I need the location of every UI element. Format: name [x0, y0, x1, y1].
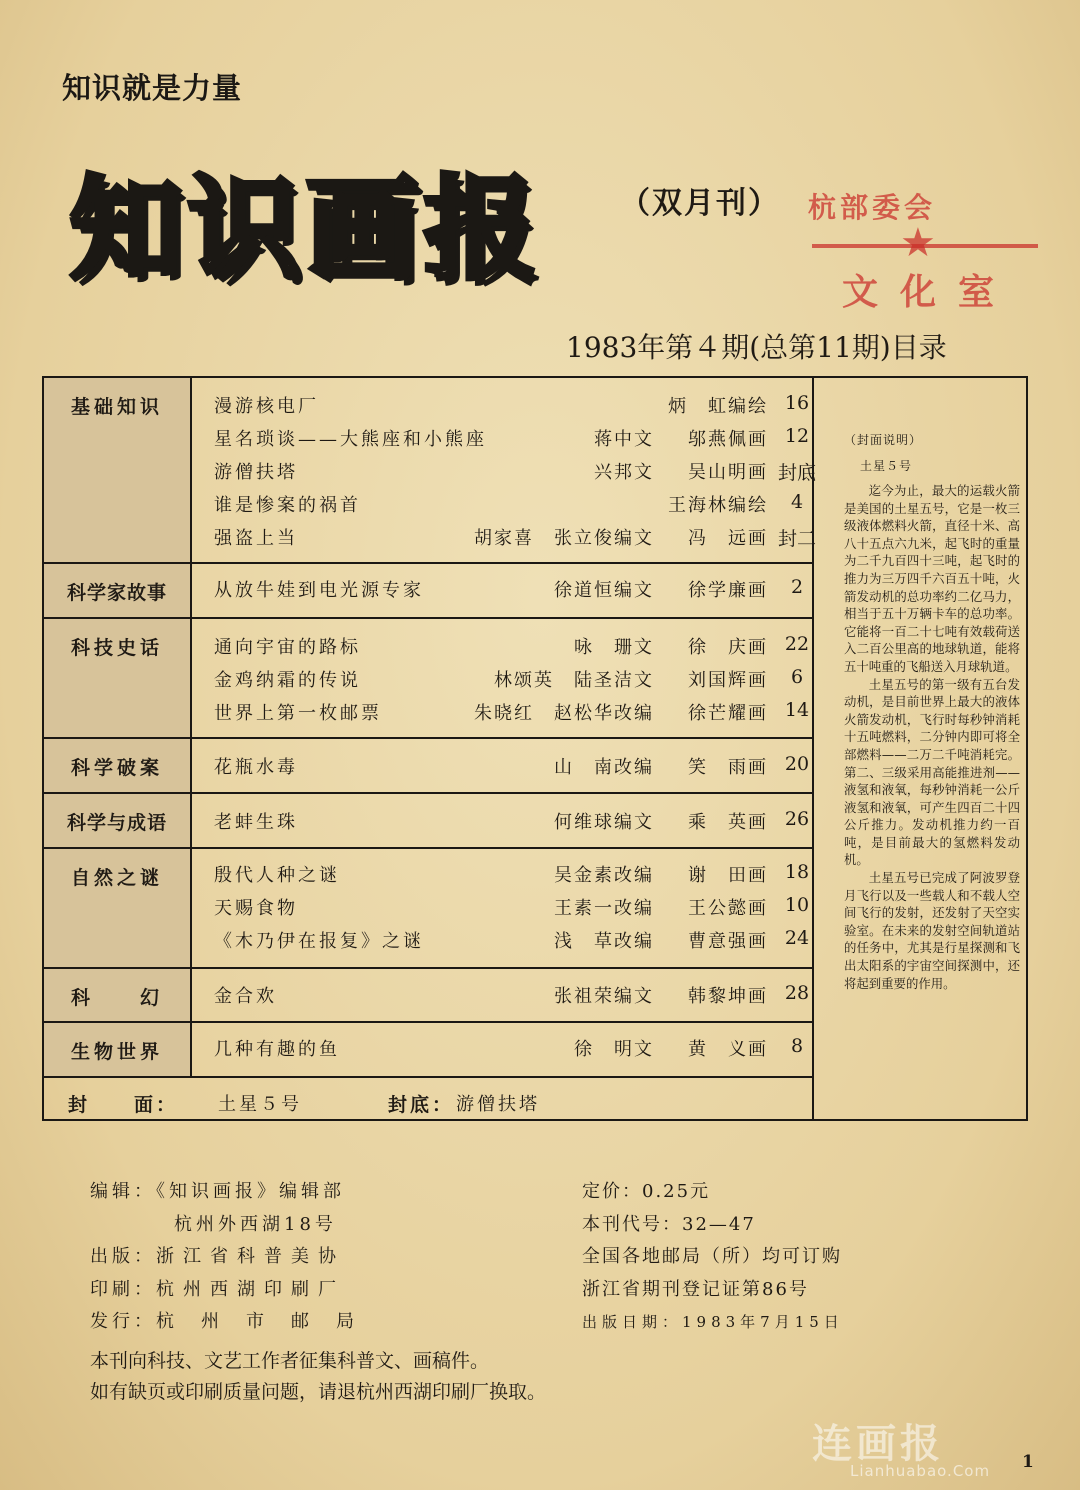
entry-illustrator: 黄 义画 [688, 1039, 768, 1060]
entry-title: 花瓶水毒 [214, 757, 298, 778]
entry-page: 12 [784, 425, 810, 447]
entry-illustrator: 王海林编绘 [668, 495, 768, 516]
editor-value: 《知识画报》编辑部 [156, 1181, 345, 1202]
notice-block [90, 1346, 546, 1408]
toc-section-science-fiction [44, 969, 812, 1023]
toc-entry[interactable] [214, 524, 816, 556]
entry-author: 胡家喜 张立俊编文 [474, 528, 654, 549]
publication-info-left [90, 1176, 381, 1339]
entry-page: 2 [790, 576, 804, 598]
section-label: 科学破案 [44, 739, 192, 792]
entry-author: 兴邦文 [594, 462, 654, 483]
star-icon: ★ [900, 220, 936, 266]
cover-note-paragraph: 土星五号已完成了阿波罗登月飞行以及一些载人和不载人空间飞行的发射，还发射了天空实验室。在未来的发射空间轨道站的任务中，尤其是行星探测和飞出太阳系的宇宙空间探测中，还将起到重要的作用。 [844, 870, 1020, 991]
entry-author: 浅 草改编 [554, 931, 654, 952]
toc-entry[interactable] [214, 392, 810, 424]
notice-line: 如有缺页或印刷质量问题，请退杭州西湖印刷厂换取。 [90, 1381, 547, 1403]
entry-illustrator: 笑 雨画 [688, 757, 768, 778]
toc-entry[interactable] [214, 458, 816, 490]
toc-entry[interactable] [214, 425, 810, 457]
section-label: 科学家故事 [44, 564, 192, 617]
entry-page: 4 [790, 491, 804, 513]
subscription-note: 全国各地邮局（所）均可订购 [582, 1246, 842, 1268]
toc-section-science-idioms [44, 794, 812, 849]
entry-illustrator: 冯 远画 [688, 528, 768, 549]
site-watermark-url: Lianhuabao.Com [850, 1462, 991, 1480]
cover-note-paragraph: 土星五号的第一级有五台发动机，是目前世界上最大的液体火箭发动机，飞行时每秒钟消耗十五吨燃料，二分钟内即可将全部燃料——二万二千吨消耗完。第二、三级采用高能推进剂——液氢和液氧，每秒钟消耗一公斤液氢和液氧，可产生四百二十四公斤推力。发动机推力约一百吨，是目前最大的氢燃料发动机。 [844, 676, 1020, 868]
back-cover-label: 封底： [388, 1094, 455, 1116]
entry-page: 封底 [777, 462, 816, 484]
toc-entry[interactable] [214, 753, 810, 785]
stamp-bottom-text: 文化室 [842, 272, 1017, 313]
entry-title: 强盗上当 [214, 528, 298, 549]
distributor-label: 发行： [90, 1311, 156, 1333]
entry-page: 封二 [777, 528, 816, 550]
toc-entry[interactable] [214, 1035, 804, 1067]
publication-info-right [582, 1176, 844, 1339]
entry-page: 10 [784, 894, 810, 916]
toc-main-column [44, 378, 814, 1119]
cover-note-column [822, 378, 1022, 1119]
journal-code: 本刊代号：32—47 [582, 1213, 756, 1235]
entry-title: 谁是惨案的祸首 [214, 495, 361, 516]
entry-page: 16 [784, 392, 810, 414]
entry-illustrator: 王公懿画 [688, 898, 768, 919]
cover-note-body [844, 482, 1020, 992]
entry-title: 世界上第一枚邮票 [214, 703, 382, 724]
entry-author: 山 南改编 [554, 757, 654, 778]
publication-date: 出版日期：1983年7月15日 [582, 1313, 844, 1332]
entry-illustrator: 吴山明画 [688, 462, 768, 483]
entry-illustrator: 刘国辉画 [688, 670, 768, 691]
magazine-title: 知识画报 [70, 165, 542, 295]
toc-entry[interactable] [214, 927, 810, 959]
entry-illustrator: 乘 英画 [688, 812, 768, 833]
entry-author: 张祖荣编文 [554, 986, 654, 1007]
section-label: 自然之谜 [44, 849, 192, 967]
back-cover-value: 游僧扶塔 [456, 1094, 540, 1115]
entry-title: 老蚌生珠 [214, 812, 298, 833]
issue-line: 1983年第４期(总第11期)目录 [566, 331, 947, 364]
section-label: 科技史话 [44, 619, 192, 737]
cover-note-heading: （封面说明） [844, 433, 923, 447]
entry-page: 26 [784, 808, 810, 830]
entry-illustrator: 徐 庆画 [688, 637, 768, 658]
entry-author: 咏 珊文 [574, 637, 654, 658]
toc-section-tech-history [44, 619, 812, 739]
toc-entry[interactable] [214, 666, 804, 698]
entry-page: 20 [784, 753, 810, 775]
printer-label: 印刷： [90, 1278, 156, 1300]
section-label: 基础知识 [44, 378, 192, 562]
entry-page: 8 [790, 1035, 804, 1057]
site-watermark: 连画报 [812, 1421, 944, 1467]
front-cover-value: 土星５号 [218, 1094, 302, 1115]
price: 定价：0.25元 [582, 1181, 711, 1202]
toc-entry[interactable] [214, 894, 810, 926]
cover-info-row [44, 1078, 812, 1128]
section-label: 科 幻 [44, 969, 192, 1021]
toc-section-nature-mysteries [44, 849, 812, 969]
registration-number: 浙江省期刊登记证第86号 [582, 1278, 809, 1300]
toc-entry[interactable] [214, 861, 810, 893]
entry-author: 王素一改编 [554, 898, 654, 919]
toc-section-biology-world [44, 1023, 812, 1078]
entry-title: 殷代人种之谜 [214, 865, 340, 886]
printer-value: 杭州西湖印刷厂 [156, 1278, 345, 1300]
notice-line: 本刊向科技、文艺工作者征集科普文、画稿件。 [90, 1350, 490, 1372]
front-cover-label: 封 面： [68, 1094, 179, 1116]
entry-author: 徐道恒编文 [554, 580, 654, 601]
entry-page: 18 [784, 861, 810, 883]
publisher-value: 浙江省科普美协 [156, 1246, 345, 1268]
entry-title: 几种有趣的鱼 [214, 1039, 340, 1060]
entry-page: 6 [790, 666, 804, 688]
entry-title: 通向宇宙的路标 [214, 637, 361, 658]
toc-section-science-detective [44, 739, 812, 794]
entry-illustrator: 炳 虹编绘 [668, 396, 768, 417]
section-label: 科学与成语 [44, 794, 192, 847]
entry-page: 28 [784, 982, 810, 1004]
cover-note-paragraph: 迄今为止，最大的运载火箭是美国的土星五号，它是一枚三级液体燃料火箭，直径十米、高八十五点六九米，起飞时的重量为二千九百四十三吨，起飞时的推力为三万四千六百五十吨，火箭发动机的总功率约二亿马力，相当于五十万辆卡车的总功率。它能将一百二十七吨有效载荷送入二百公里高的地球轨道，能将五十吨重的飞船送入月球轨道。 [844, 483, 1020, 674]
slogan: 知识就是力量 [62, 71, 243, 105]
entry-title: 漫游核电厂 [214, 396, 319, 417]
entry-author: 蒋中文 [594, 429, 654, 450]
entry-author: 朱晓红 赵松华改编 [474, 703, 654, 724]
entry-author: 吴金素改编 [554, 865, 654, 886]
cover-note-subtitle: 土星５号 [860, 459, 913, 473]
section-label: 生物世界 [44, 1023, 192, 1076]
entry-author: 林颂英 陆圣洁文 [494, 670, 654, 691]
entry-page: 22 [784, 633, 810, 655]
stamp-top-text: 杭部委会 [808, 191, 937, 224]
toc-entry[interactable] [214, 808, 810, 840]
entry-title: 游僧扶塔 [214, 462, 298, 483]
entry-illustrator: 韩黎坤画 [688, 986, 768, 1007]
distributor-value: 杭州市邮局 [156, 1311, 381, 1333]
library-stamp [808, 186, 1038, 316]
entry-illustrator: 徐学廉画 [688, 580, 768, 601]
toc-entry[interactable] [214, 982, 810, 1014]
toc-entry[interactable] [214, 491, 804, 523]
entry-illustrator: 邬燕佩画 [688, 429, 768, 450]
entry-title: 天赐食物 [214, 898, 298, 919]
toc-entry[interactable] [214, 633, 810, 665]
entry-title: 金鸡纳霜的传说 [214, 670, 361, 691]
entry-author: 何维球编文 [554, 812, 654, 833]
frequency-label: （双月刊） [620, 186, 780, 221]
entry-illustrator: 徐芒耀画 [688, 703, 768, 724]
page-number: 1 [1022, 1452, 1034, 1472]
entry-illustrator: 谢 田画 [688, 865, 768, 886]
entry-title: 金合欢 [214, 986, 277, 1007]
editor-address: 杭州外西湖18号 [174, 1213, 337, 1235]
toc-entry[interactable] [214, 576, 804, 608]
entry-author: 徐 明文 [574, 1039, 654, 1060]
entry-title: 从放牛娃到电光源专家 [214, 580, 424, 601]
table-of-contents [42, 376, 1028, 1121]
entry-title: 星名琐谈——大熊座和小熊座 [214, 429, 487, 450]
toc-section-basic-knowledge [44, 378, 816, 564]
entry-page: 24 [784, 927, 810, 949]
entry-title: 《木乃伊在报复》之谜 [214, 931, 424, 952]
entry-illustrator: 曹意强画 [688, 931, 768, 952]
publisher-label: 出版： [90, 1246, 156, 1268]
entry-page: 14 [784, 699, 810, 721]
toc-section-scientist-stories [44, 564, 812, 619]
toc-entry[interactable] [214, 699, 810, 731]
editor-label: 编辑： [90, 1181, 156, 1202]
